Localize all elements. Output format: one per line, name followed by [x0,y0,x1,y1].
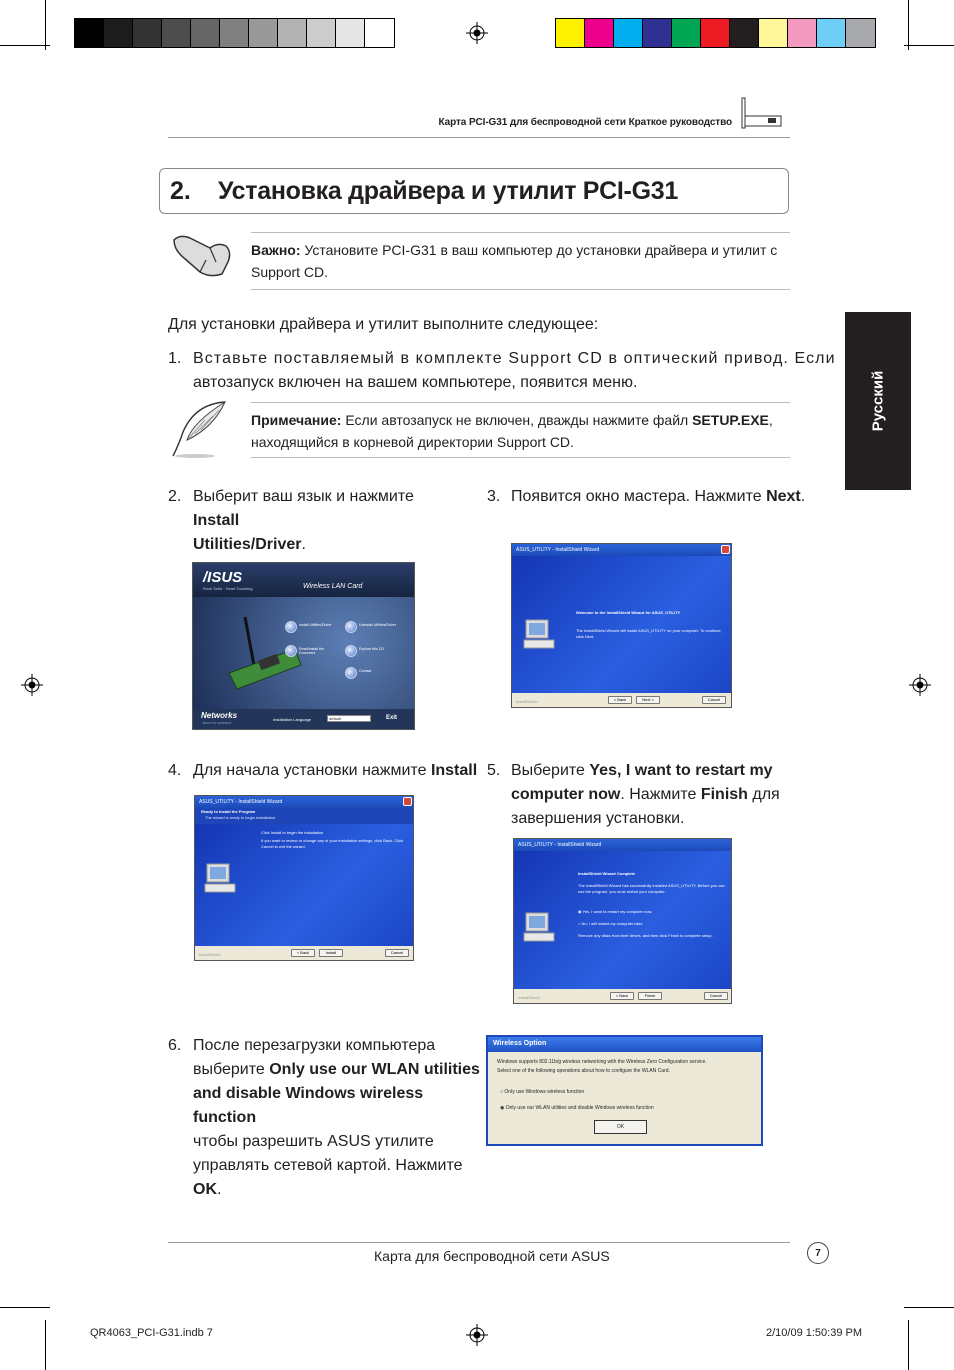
wizard-titlebar [514,839,731,851]
welcome-body: The InstallShield Wizard will install ASUS_UTILITY on your computer. To continue, click Next. [576,628,722,639]
ready-body-2: If you want to review or change any of your installation settings, click Back. Click Cancel to exit the wizard. [261,838,404,849]
ready-heading: Ready to Install the Program [201,809,256,814]
step-6-bold-f: OK [193,1181,217,1198]
computer-icon [203,860,239,896]
option-title: Wireless Option [493,1040,547,1047]
intro-text: Для установки драйвера и утилит выполните следующее: [168,316,599,333]
crop-mark [0,45,50,46]
complete-wizard-screenshot [513,838,732,1004]
color-bar [555,18,876,48]
language-label: Installation Language [273,717,312,722]
slug-filename: QR4063_PCI-G31.indb 7 [90,1327,213,1339]
color-swatch [249,19,278,47]
color-swatch [643,19,672,47]
step-1-text-cont: автозапуск включен на вашем компьютере, появится меню. [193,374,638,391]
autorun-screenshot [192,562,415,730]
pci-card-icon [736,96,784,132]
hand-icon [170,232,240,280]
close-icon[interactable] [403,797,412,806]
step-6-bold-c: and disable Windows wireless function [193,1085,424,1126]
step-5-number: 5. [487,762,501,779]
wizard-titlebar [195,796,413,808]
menu-item-icon [345,621,357,633]
step-6-period: . [217,1181,222,1198]
step-6-bold-b: Only use our WLAN utilities [269,1061,480,1078]
important-note [251,232,790,290]
wizard-title: ASUS_UTILITY - InstallShield Wizard [518,842,602,848]
section-title: Установка драйвера и утилит PCI-G31 [218,177,678,205]
important-label: Важно: [251,242,301,258]
color-swatch [336,19,365,47]
wizard-footer [514,989,731,1003]
networks-sub: BUILT TO CONNECT [203,721,232,725]
color-swatch [730,19,759,47]
step-5-bold-a: Yes, I want to restart my [589,762,773,779]
complete-heading: InstallShield Wizard Complete [578,871,636,876]
important-text: Установите PCI-G31 в ваш компьютер до установки драйвера и утилит с [300,242,778,258]
autorun-header [193,563,414,597]
windows-wireless-radio[interactable]: ○ Only use Windows wireless function [500,1089,585,1095]
step-2-bold-a: Install [193,512,240,529]
grayscale-bar [74,18,395,48]
section-number: 2. [170,177,191,205]
note-text: Если автозапуск не включен, дважды нажмите файл [341,412,693,428]
installshield-logo: InstallShield [516,699,538,704]
step-6-number: 6. [168,1037,182,1054]
registration-mark-icon [909,674,931,696]
complete-body-2: Remove any disks from their drives, and then click Finish to complete setup. [578,933,713,938]
welcome-wizard-screenshot [511,543,732,708]
ready-sub: The wizard is ready to begin installation. [205,815,277,820]
color-swatch [759,19,788,47]
language-tab-label: Русский [869,370,887,432]
wizard-title: ASUS_UTILITY - InstallShield Wizard [199,799,283,805]
header-rule [168,137,790,138]
back-button[interactable]: < Back [610,992,634,1000]
step-5-bold-c: Finish [700,786,748,803]
slug-timestamp: 2/10/09 1:50:39 PM [766,1327,863,1339]
step-3-number: 3. [487,488,501,505]
ok-button[interactable]: OK [594,1120,647,1134]
step-4-text-a: Для начала установки нажмите [193,762,431,779]
menu-item-label: Read/Install the Document [299,647,324,655]
note-file: SETUP.EXE [692,412,769,428]
step-1-number: 1. [168,350,182,367]
next-button[interactable]: Next > [636,696,660,704]
install-button[interactable]: Install [319,949,343,957]
step-5-text-a: Выберите [511,762,590,779]
step-2-number: 2. [168,488,182,505]
menu-item-icon [345,667,357,679]
restart-later-label: No, I will restart my computer later. [581,921,644,926]
color-swatch [278,19,307,47]
step-5-text-d: завершения установки. [511,810,685,827]
color-swatch [162,19,191,47]
crop-mark [45,1320,46,1370]
color-swatch [75,19,104,47]
computer-icon [522,616,558,652]
step-2-bold-b: Utilities/Driver [193,536,302,553]
installshield-logo: InstallShield [199,952,221,957]
section-title-box [159,168,789,214]
step-6-line-e: управлять сетевой картой. Нажмите [193,1157,463,1174]
step-3-period: . [800,488,806,505]
menu-item-label: Explore this CD [359,647,384,651]
step-6-line-a: После перезагрузки компьютера [193,1037,436,1054]
wizard-footer [512,693,731,707]
computer-icon [522,909,558,945]
autorun-content [193,597,414,709]
footer-rule [168,1242,790,1243]
asus-logo: /ISUS [203,569,243,586]
ready-body-1: Click Install to begin the installation. [261,830,325,835]
restart-now-label: Yes, I want to restart my computer now. [582,909,653,914]
wizard-footer [195,946,413,960]
autorun-note [251,402,790,458]
color-swatch [556,19,585,47]
crop-mark [904,45,954,46]
crop-mark [908,1320,909,1370]
color-swatch [191,19,220,47]
step-3-text-a: Появится окно мастера. Нажмите [511,488,767,505]
important-text-cont: Support CD. [251,264,329,280]
complete-body: The InstallShield Wizard has successfully installed ASUS_UTILITY. Before you can use the program, you must restart your computer. [578,883,725,894]
crop-mark [908,0,909,50]
step-6-text [193,1034,483,1202]
feather-icon [165,398,231,460]
menu-item-label: Install Utilities/Driver [299,623,332,627]
color-swatch [365,19,394,47]
step-4-text [193,759,477,783]
step-3-bold: Next [766,488,801,505]
color-swatch [133,19,162,47]
step-4-bold: Install [430,762,478,779]
registration-mark-icon [466,22,488,44]
option-line-2: Select one of the following operations about how to configure the WLAN Card. [497,1068,670,1074]
color-swatch [788,19,817,47]
cancel-button[interactable]: Cancel [702,696,726,704]
exit-button[interactable]: Exit [386,715,398,721]
menu-item-label: Contact [359,669,372,673]
asus-tagline: Rock Solid · Heart Touching [203,586,253,591]
step-2-period: . [301,536,306,553]
back-button[interactable]: < Back [608,696,632,704]
crop-mark [0,1307,50,1308]
step-5-text-c: для [747,786,780,803]
wizard-body [512,556,731,693]
wizard-titlebar [512,544,731,556]
cancel-button[interactable]: Cancel [385,949,409,957]
step-5-bold-b: computer now [511,786,621,803]
color-swatch [104,19,133,47]
wlan-utilities-label: Only use our WLAN utilities and disable Windows wireless function [505,1105,654,1111]
note-comma: , [768,412,773,428]
restart-now-option[interactable]: ◉ Yes, I want to restart my computer now. [578,909,653,914]
close-icon[interactable] [721,545,730,554]
menu-item-icon [285,621,297,633]
step-5-text [511,759,801,831]
color-swatch [220,19,249,47]
registration-mark-icon [466,1324,488,1346]
finish-button[interactable]: Finish [638,992,662,1000]
crop-mark [45,0,46,50]
color-swatch [701,19,730,47]
restart-later-option[interactable]: ○ No, I will restart my computer later. [578,921,644,926]
color-swatch [846,19,875,47]
step-6-line-d: чтобы разрешить ASUS утилите [193,1133,434,1150]
option-titlebar [488,1037,761,1052]
menu-item-label: Uninstall Utilities/Driver [359,623,396,627]
language-select-value: default [329,716,342,721]
step-4-number: 4. [168,762,182,779]
wireless-option-screenshot [486,1035,763,1146]
menu-item-icon [285,645,297,657]
wlan-utilities-radio[interactable]: ◉ Only use our WLAN utilities and disable Windows wireless function [500,1105,654,1111]
crop-mark [904,1307,954,1308]
note-label: Примечание: [251,412,342,428]
step-5-text-b: . Нажмите [620,786,701,803]
color-swatch [614,19,643,47]
menu-item-icon [345,645,357,657]
ready-banner [195,808,413,824]
page-number: 7 [807,1242,829,1264]
color-swatch [817,19,846,47]
autorun-footer [193,709,414,729]
option-line-1: Windows supports 802.11b/g wireless networking with the Wireless Zero Configuration service. [497,1059,707,1065]
step-2-text-a: Выберит ваш язык и нажмите [193,488,414,505]
wizard-title: ASUS_UTILITY - InstallShield Wizard [516,547,600,553]
wizard-body [514,851,731,989]
language-tab [845,312,911,490]
installshield-logo: InstallShield [518,995,540,1000]
wizard-body [195,824,413,946]
running-head: Карта PCI-G31 для беспроводной сети Краткое руководство [438,117,732,128]
note-text-cont: находящийся в корневой директории Support CD. [251,434,574,450]
step-3-text [511,485,805,509]
registration-mark-icon [21,674,43,696]
welcome-heading: Welcome to the InstallShield Wizard for ASUS_UTILITY [576,610,681,615]
product-name: Wireless LAN Card [303,583,363,590]
ready-wizard-screenshot [194,795,414,961]
back-button[interactable]: < Back [291,949,315,957]
color-swatch [585,19,614,47]
language-select[interactable] [327,715,371,722]
color-swatch [672,19,701,47]
windows-wireless-label: Only use Windows wireless function [504,1089,585,1095]
step-2-text [193,485,463,557]
step-1-text: Вставьте поставляемый в комплекте Support CD в оптический привод. Если [193,350,836,367]
networks-logo: Networks [201,711,238,720]
color-swatch [307,19,336,47]
footer-title: Карта для беспроводной сети ASUS [374,1248,610,1264]
step-6-text-b: выберите [193,1061,270,1078]
cancel-button[interactable]: Cancel [704,992,728,1000]
